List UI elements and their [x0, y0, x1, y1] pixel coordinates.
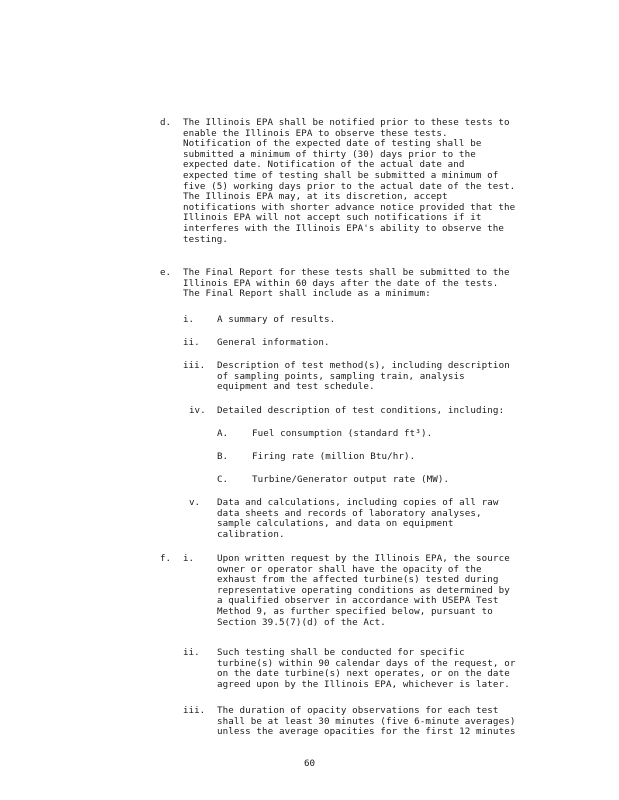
- para-e-iii-text: Description of test method(s), including description of sampling points, sampling train, analysis equipment and test schedule.: [217, 360, 510, 393]
- para-f-iii-text: The duration of opacity observations for each test shall be at least 30 minutes (five 6-minute averages) unless the average opacities for the first 12 minutes: [217, 705, 516, 738]
- para-e-i-label: i.: [183, 314, 195, 325]
- para-e-iv-C-label: C.: [217, 474, 229, 485]
- para-e-iv-C-text: Turbine/Generator output rate (MW).: [252, 474, 450, 485]
- para-e-iv-A-label: A.: [217, 428, 229, 439]
- para-f-label: f.: [160, 553, 172, 564]
- para-e-iv-B-label: B.: [217, 451, 229, 462]
- para-e-v-label: v.: [189, 497, 201, 508]
- para-e-iii-label: iii.: [183, 360, 206, 371]
- para-e-iv-A-text: Fuel consumption (standard ft³).: [252, 428, 433, 439]
- para-e-i-text: A summary of results.: [217, 314, 336, 325]
- para-e-v-text: Data and calculations, including copies of all raw data sheets and records of laboratory analyses, sample calculations, and data on equipment calibration.: [217, 497, 499, 540]
- para-e-iv-B-text: Firing rate (million Btu/hr).: [252, 451, 416, 462]
- para-f-iii-label: iii.: [183, 705, 206, 716]
- para-f-i-label: i.: [183, 553, 195, 564]
- para-e-ii-text: General information.: [217, 337, 330, 348]
- para-d-label: d.: [160, 117, 172, 128]
- para-e-iv-text: Detailed description of test conditions, including:: [217, 405, 505, 416]
- para-e-text: The Final Report for these tests shall be submitted to the Illinois EPA within 60 days after the date of the tests. The Final Report shall include as a minimum:: [183, 267, 510, 300]
- para-f-ii-label: ii.: [183, 647, 200, 658]
- para-e-ii-label: ii.: [183, 337, 200, 348]
- para-e-iv-label: iv.: [189, 405, 206, 416]
- para-d-text: The Illinois EPA shall be notified prior to these tests to enable the Illinois EPA to observe these tests. Notification of the expected date of testing shall be submitted a minimum of thirty (30) days prior to the expected date. Notification of the actual date and expected time of testing shall be submitted a minimum of five (5) working days prior to the actual date of the test. The Illinois EPA may, at its discretion, accept notifications with shorter advance notice provided that the Illinois EPA will not accept such notifications if it interferes with the Illinois EPA's ability to observe the testing.: [183, 117, 516, 245]
- para-f-i-text: Upon written request by the Illinois EPA, the source owner or operator shall have the opacity of the exhaust from the affected turbine(s) tested during representative operating conditions as determined by a qualified observer in accordance with USEPA Test Method 9, as further specified below, pursuant to Section 39.5(7)(d) of the Act.: [217, 553, 510, 628]
- page-number: 60: [303, 758, 316, 769]
- para-e-label: e.: [160, 267, 172, 278]
- para-f-ii-text: Such testing shall be conducted for specific turbine(s) within 90 calendar days of the request, or on the date turbine(s) next operates, or on the date agreed upon by the Illinois EPA, whichever is later.: [217, 647, 516, 690]
